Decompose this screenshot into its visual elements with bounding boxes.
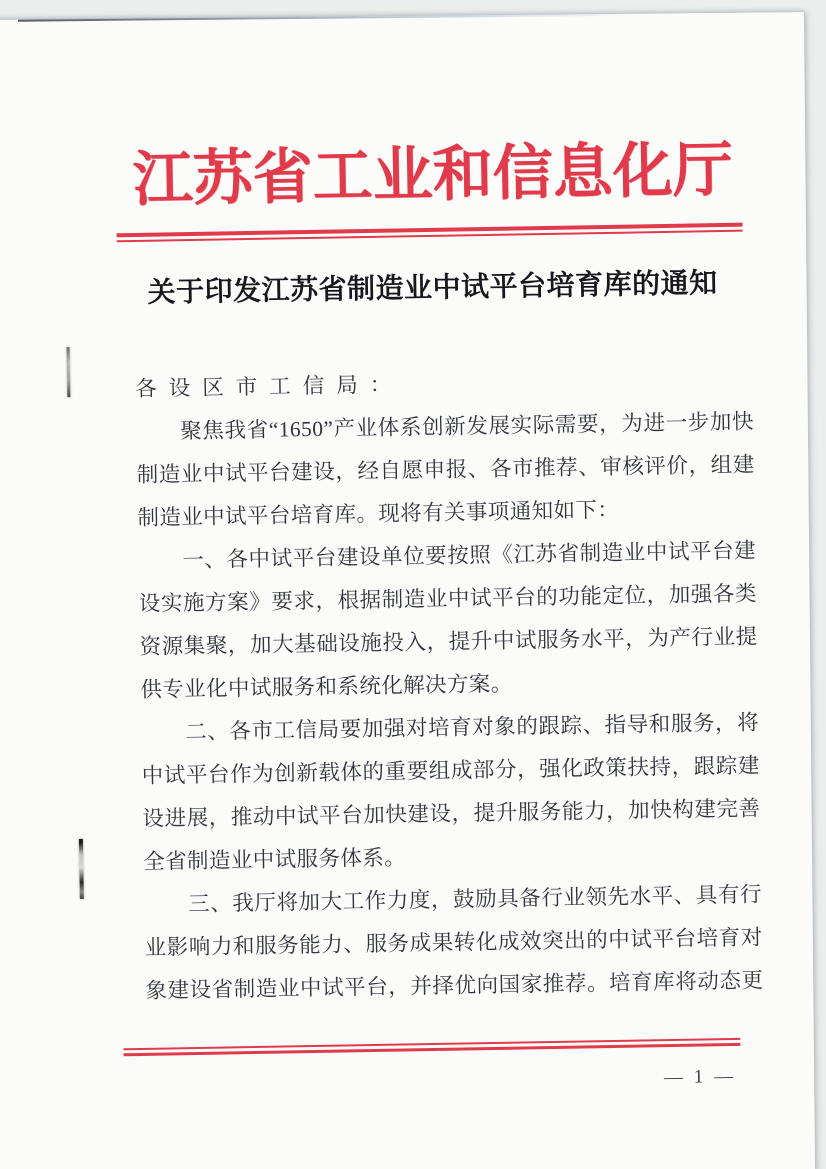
body-line: 制造业中试平台建设，经自愿申报、各市推荐、审核评价，组建 [136,452,755,487]
body-line: 全省制造业中试服务体系。 [143,845,407,874]
body-line: 设进展，推动中试平台加快建设，提升服务能力，加快构建完善 [142,796,761,831]
body-line: 聚焦我省“1650”产业体系创新发展实际需要，为进一步加快 [135,409,755,444]
body-line: 三、我厅将加大工作力度，鼓励具备行业领先水平、具有行 [143,882,763,917]
body-line: 二、各市工信局要加强对培育对象的跟踪、指导和服务，将 [140,710,760,745]
header-separator-line [117,223,743,243]
staple-mark [79,839,84,899]
body-line: 资源集聚，加大基础设施投入，提升中试服务水平，为产行业提 [139,624,758,659]
body-line: 各设区市工信局： [135,372,404,401]
footer-separator-line [123,1038,740,1056]
staple-mark [67,347,71,397]
body-line: 设实施方案》要求，根据制造业中试平台的功能定位，加强各类 [138,581,758,616]
document-title: 关于印发江苏省制造业中试平台培育库的通知 [147,268,718,309]
page-content [0,7,824,1169]
document-page [0,12,815,1169]
body-line: 制造业中试平台培育库。现将有关事项通知如下： [137,497,620,530]
body-line: 供专业化中试服务和系统化解决方案。 [140,671,513,702]
body-line: 象建设省制造业中试平台，并择优向国家推荐。培育库将动态更 [145,968,764,1003]
body-line: 业影响力和服务能力、服务成果转化成效突出的中试平台培育对 [144,925,763,960]
document-body [135,358,764,1013]
page-number: — 1 — [663,1065,737,1089]
body-line: 中试平台作为创新载体的重要组成部分，强化政策扶持，跟踪建 [141,753,760,788]
body-line: 一、各中试平台建设单位要按照《江苏省制造业中试平台建 [137,538,757,573]
agency-letterhead: 江苏省工业和信息化厅 [132,136,734,213]
